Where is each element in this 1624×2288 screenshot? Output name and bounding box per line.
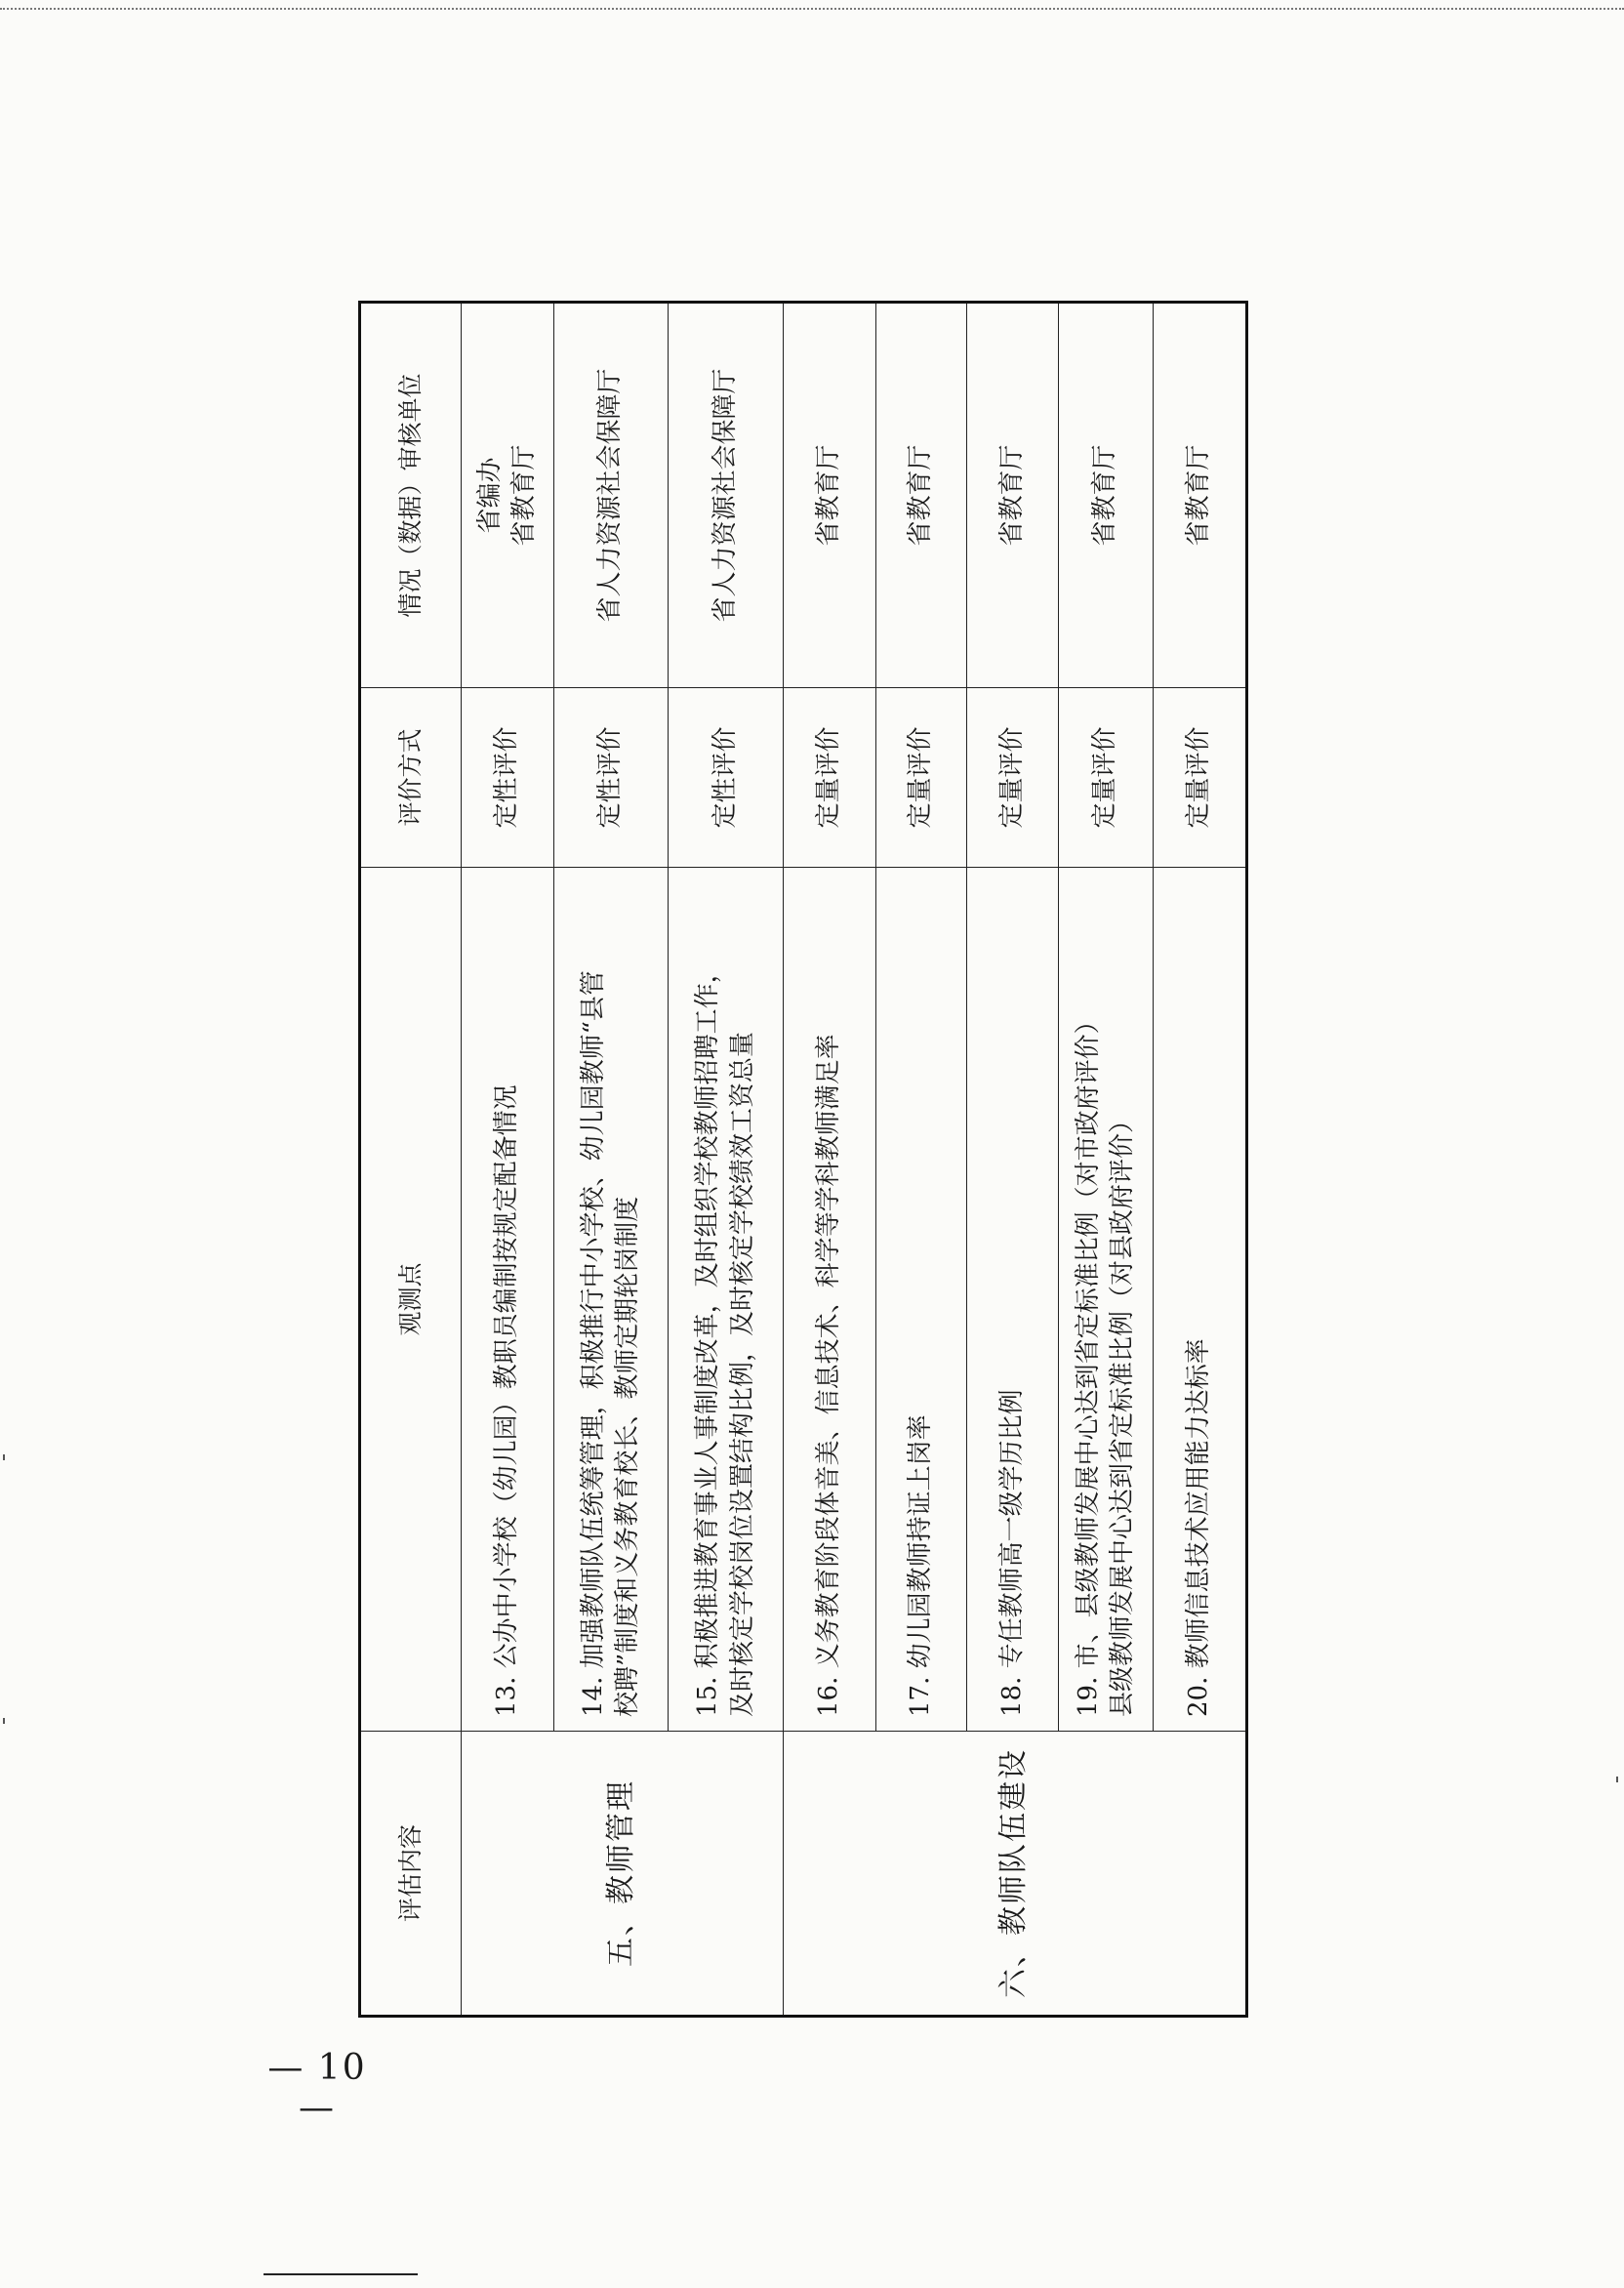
header-content: 评估内容: [360, 1732, 462, 2017]
group-label: 六、教师队伍建设: [784, 1732, 1247, 2017]
unit-cell: 省教育厅: [1059, 303, 1154, 688]
observation-line: 校聘”制度和义务教育校长、教师定期轮岗制度: [613, 1196, 642, 1717]
group-label: 五、教师管理: [462, 1732, 784, 2017]
unit-cell: 省教育厅: [876, 303, 967, 688]
unit-cell: 省教育厅: [784, 303, 876, 688]
unit-line: 省教育厅: [509, 444, 539, 547]
observation-cell: 17. 幼儿园教师持证上岗率: [876, 868, 967, 1732]
observation-cell: [554, 868, 669, 1732]
observation-cell: 13. 公办中小学校（幼儿园）教职员编制按规定配备情况: [462, 868, 554, 1732]
observation-line: 14. 加强教师队伍统筹管理，积极推行中小学校、幼儿园教师“县管: [578, 970, 608, 1717]
page-number: — 10 —: [267, 2048, 367, 2128]
unit-line: 省编办: [474, 457, 505, 534]
unit-cell: 省教育厅: [967, 303, 1059, 688]
unit-cell: [462, 303, 554, 688]
observation-line: 及时核定学校岗位设置结构比例，及时核定学校绩效工资总量: [727, 1031, 757, 1717]
header-unit: 情况（数据）审核单位: [360, 303, 462, 688]
evaluation-table: [358, 301, 1248, 2018]
scan-mark: [3, 1454, 5, 1460]
method-cell: 定量评价: [1059, 688, 1154, 868]
method-cell: 定性评价: [669, 688, 784, 868]
observation-line: 19. 市、县级教师发展中心达到省定标准比例（对市政府评价）: [1073, 1008, 1103, 1717]
method-cell: 定量评价: [1154, 688, 1247, 868]
evaluation-table-wrap: [358, 304, 1241, 2018]
observation-line: 县级教师发展中心达到省定标准比例（对县政府评价）: [1108, 1107, 1137, 1717]
method-cell: 定量评价: [784, 688, 876, 868]
method-cell: 定性评价: [554, 688, 669, 868]
scan-mark: [3, 1718, 5, 1724]
table-row: [784, 303, 876, 2017]
observation-cell: 20. 教师信息技术应用能力达标率: [1154, 868, 1247, 1732]
method-cell: 定量评价: [876, 688, 967, 868]
unit-cell: 省人力资源社会保障厅: [554, 303, 669, 688]
scan-mark: [1616, 1777, 1618, 1782]
observation-cell: 18. 专任教师高一级学历比例: [967, 868, 1059, 1732]
rotated-table-frame: [358, 304, 1241, 2018]
observation-cell: [669, 868, 784, 1732]
header-method: 评价方式: [360, 688, 462, 868]
observation-line: 15. 积极推进教育事业人事制度改革，及时组织学校教师招聘工作，: [693, 958, 723, 1717]
unit-cell: 省人力资源社会保障厅: [669, 303, 784, 688]
footer-rule: [264, 2273, 418, 2275]
observation-cell: [1059, 868, 1154, 1732]
header-observation: 观测点: [360, 868, 462, 1732]
scan-top-edge: [0, 8, 1624, 10]
table-header-row: [360, 303, 462, 2017]
table-row: [462, 303, 554, 2017]
observation-cell: 16. 义务教育阶段体音美、信息技术、科学等学科教师满足率: [784, 868, 876, 1732]
unit-cell: 省教育厅: [1154, 303, 1247, 688]
method-cell: 定性评价: [462, 688, 554, 868]
method-cell: 定量评价: [967, 688, 1059, 868]
